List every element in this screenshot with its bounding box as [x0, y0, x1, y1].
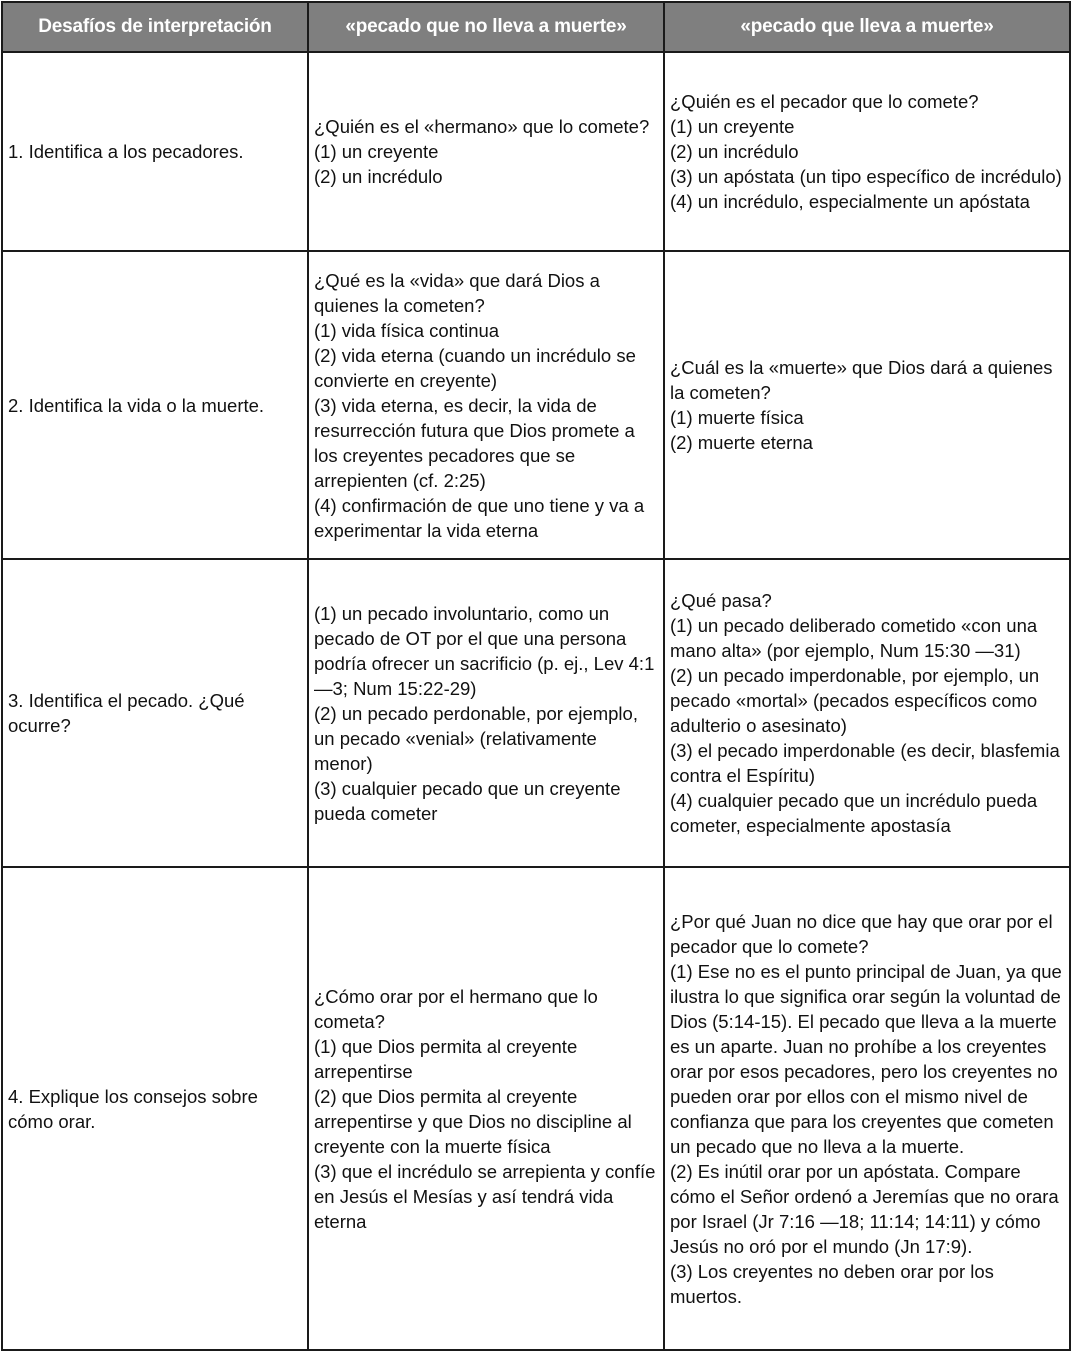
- table-row: [2, 251, 1070, 559]
- cell-line: ¿Quién es el pecador que lo comete?: [670, 91, 979, 112]
- interpretation-table: [1, 1, 1071, 1351]
- cell-line: ¿Qué pasa?: [670, 590, 772, 611]
- table-row: [2, 559, 1070, 867]
- cell-line: (2) que Dios permita al creyente arrepentirse y que Dios no discipline al creyente con la muerte física: [314, 1085, 632, 1157]
- cell-line: (3) vida eterna, es decir, la vida de resurrección futura que Dios promete a los creyentes pecadores que se arrepienten (cf. 2:25): [314, 394, 635, 491]
- cell-line: (2) Es inútil orar por un apóstata. Compare cómo el Señor ordenó a Jeremías que no orara por Israel (Jr 7:16 —18; 11:14; 14:11) y cómo Jesús no oró por el mundo (Jn 17:9).: [670, 1160, 1059, 1257]
- cell-line: (3) que el incrédulo se arrepienta y confíe en Jesús el Mesías y así tendrá vida eterna: [314, 1160, 656, 1232]
- table-row: [2, 52, 1070, 251]
- cell-line: (2) vida eterna (cuando un incrédulo se convierte en creyente): [314, 344, 636, 391]
- cell-line: (4) un incrédulo, especialmente un apóstata: [670, 191, 1030, 212]
- cell-line: (1) un creyente: [670, 116, 795, 137]
- cell-line: (1) un creyente: [314, 141, 439, 162]
- cell-line: (1) un pecado deliberado cometido «con una mano alta» (por ejemplo, Num 15:30 —31): [670, 615, 1038, 661]
- challenge-cell: 2. Identifica la vida o la muerte.: [2, 251, 308, 559]
- not-unto-death-cell: [308, 867, 664, 1350]
- not-unto-death-cell: [308, 52, 664, 251]
- cell-line: (2) un pecado perdonable, por ejemplo, un pecado «venial» (relativamente menor): [314, 702, 638, 774]
- cell-line: ¿Qué es la «vida» que dará Dios a quienes la cometen?: [314, 269, 600, 316]
- unto-death-cell: [664, 867, 1070, 1350]
- cell-line: (3) un apóstata (un tipo específico de incrédulo): [670, 166, 1062, 187]
- cell-line: (1) que Dios permita al creyente arrepentirse: [314, 1035, 578, 1082]
- unto-death-cell: [664, 559, 1070, 867]
- challenge-cell: 3. Identifica el pecado. ¿Qué ocurre?: [2, 559, 308, 867]
- cell-line: ¿Quién es el «hermano» que lo comete?: [314, 116, 650, 137]
- table-row: [2, 867, 1070, 1350]
- cell-line: (1) vida física continua: [314, 319, 500, 341]
- cell-line: ¿Cómo orar por el hermano que lo cometa?: [314, 985, 598, 1032]
- cell-line: (3) cualquier pecado que un creyente pueda cometer: [314, 777, 621, 824]
- header-row: [2, 2, 1070, 52]
- challenge-cell: 4. Explique los consejos sobre cómo orar.: [2, 867, 308, 1350]
- unto-death-cell: [664, 251, 1070, 559]
- not-unto-death-cell: [308, 251, 664, 559]
- not-unto-death-cell: [308, 559, 664, 867]
- header-not-unto-death: «pecado que no lleva a muerte»: [308, 2, 664, 52]
- cell-line: ¿Cuál es la «muerte» que Dios dará a quienes la cometen?: [670, 357, 1053, 403]
- header-unto-death: «pecado que lleva a muerte»: [664, 2, 1070, 52]
- cell-line: (1) Ese no es el punto principal de Juan, ya que ilustra lo que significa orar según la voluntad de Dios (5:14-15). El pecado que lleva a la muerte es un aparte. Juan no prohíbe a los creyentes orar por esos pecadores, pero los creyentes no pueden orar por ellos con el mismo nivel de confianza que para los creyentes que cometen un pecado que no lleva a la muerte.: [670, 960, 1062, 1157]
- cell-line: (4) confirmación de que uno tiene y va a experimentar la vida eterna: [314, 494, 645, 541]
- header-challenges: Desafíos de interpretación: [2, 2, 308, 52]
- cell-line: (2) un incrédulo: [314, 166, 443, 187]
- cell-line: (2) un incrédulo: [670, 141, 799, 162]
- cell-line: (2) muerte eterna: [670, 432, 813, 453]
- cell-line: (3) Los creyentes no deben orar por los muertos.: [670, 1260, 994, 1307]
- unto-death-cell: [664, 52, 1070, 251]
- cell-line: (3) el pecado imperdonable (es decir, blasfemia contra el Espíritu): [670, 740, 1060, 786]
- cell-line: (1) muerte física: [670, 407, 804, 428]
- cell-line: ¿Por qué Juan no dice que hay que orar por el pecador que lo comete?: [670, 910, 1053, 957]
- cell-line: (1) un pecado involuntario, como un pecado de OT por el que una persona podría ofrecer un sacrificio (p. ej., Lev 4:1 —3; Num 15:22-29): [314, 602, 655, 699]
- cell-line: (4) cualquier pecado que un incrédulo pueda cometer, especialmente apostasía: [670, 790, 1038, 836]
- challenge-cell: 1. Identifica a los pecadores.: [2, 52, 308, 251]
- cell-line: (2) un pecado imperdonable, por ejemplo, un pecado «mortal» (pecados específicos como adulterio o asesinato): [670, 665, 1040, 736]
